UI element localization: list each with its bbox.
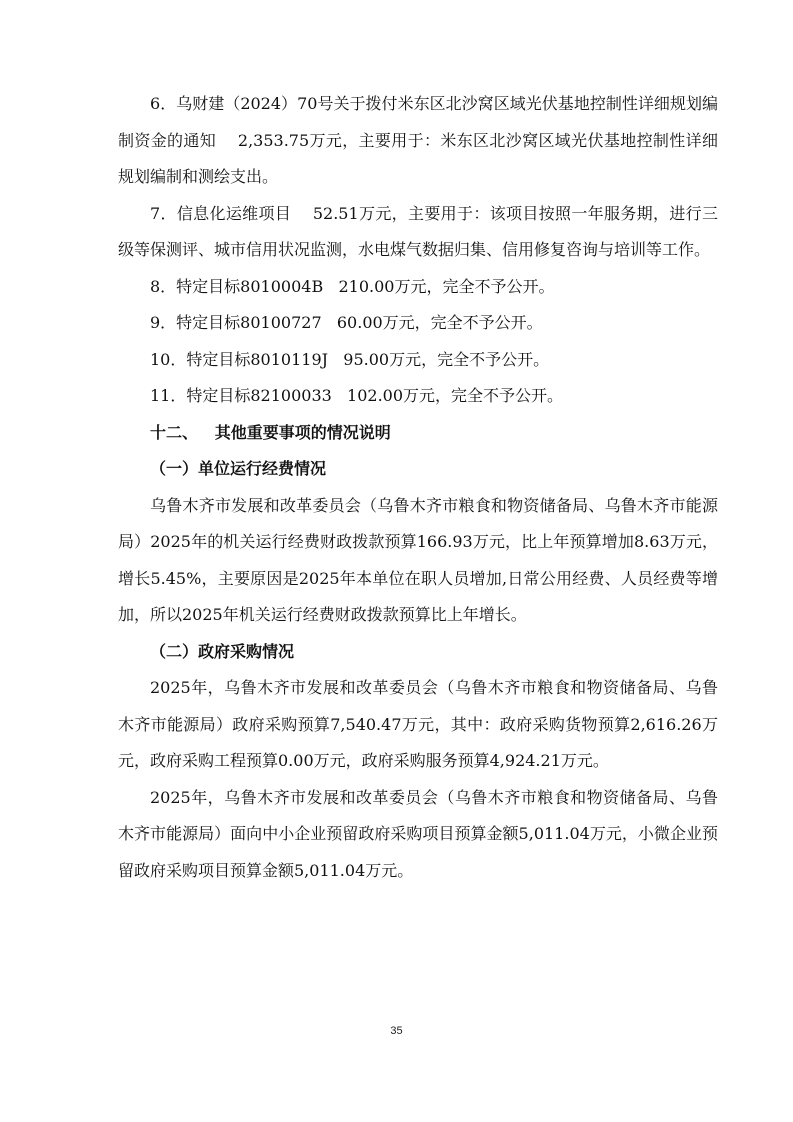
item-10-paragraph: 10．特定目标8010119J 95.00万元，完全不予公开。 [150, 349, 550, 369]
item-8-paragraph: 8．特定目标8010004B 210.00万元，完全不予公开。 [150, 276, 555, 296]
section-heading: 十二、 其他重要事项的情况说明 [150, 422, 391, 442]
subsection-1-heading: （一）单位运行经费情况 [150, 459, 327, 478]
item-9-paragraph: 9．特定目标80100727 60.00万元，完全不予公开。 [150, 313, 543, 332]
procurement-paragraph-2: 2025年，乌鲁木齐市发展和改革委员会（乌鲁木齐市粮食和物资储备局、乌鲁木齐市能源局）面向中小企业预留政府采购项目预算金额5,011.04万元，小微企业预留政府采购项目预算金额5,011.04万元。 [118, 787, 718, 880]
subsection-2-heading: （二）政府采购情况 [150, 641, 295, 661]
item-11-paragraph: 11．特定目标82100033 102.00万元，完全不予公开。 [150, 386, 564, 405]
page-number: 35 [390, 1025, 403, 1037]
procurement-paragraph-1: 2025年，乌鲁木齐市发展和改革委员会（乌鲁木齐市粮食和物资储备局、乌鲁木齐市能源局）政府采购预算7,540.47万元，其中：政府采购货物预算2,616.26万元，政府采购工程预算0.00万元，政府采购服务预算4,924.21万元。 [118, 678, 718, 770]
operating-expenses-paragraph: 乌鲁木齐市发展和改革委员会（乌鲁木齐市粮食和物资储备局、乌鲁木齐市能源局）2025年的机关运行经费财政拨款预算166.93万元，比上年预算增加8.63万元，增长5.45%，主要原因是2025年本单位在职人员增加,日常公用经费、人员经费等增加，所以2025年机关运行经费财政拨款预算比上年增长。 [118, 495, 718, 624]
item-6-paragraph: 6．乌财建（2024）70号关于拨付米东区北沙窝区域光伏基地控制性详细规划编制资金的通知 2,353.75万元，主要用于：米东区北沙窝区域光伏基地控制性详细规划编制和测绘支出。 [118, 94, 718, 186]
page-content [118, 86, 718, 889]
item-7-paragraph: 7．信息化运维项目 52.51万元，主要用于：该项目按照一年服务期，进行三级等保测评、城市信用状况监测，水电煤气数据归集、信用修复咨询与培训等工作。 [118, 203, 718, 259]
